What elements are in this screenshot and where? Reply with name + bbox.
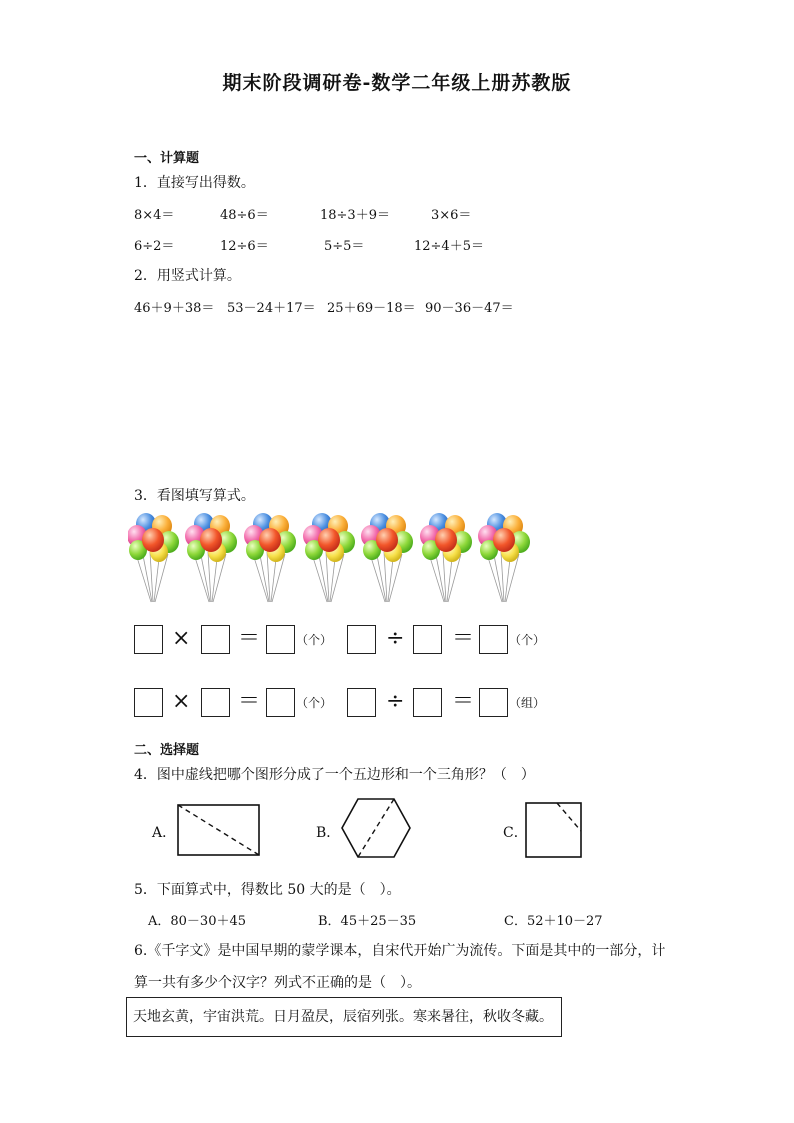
option-a-label[interactable]: A． — [152, 825, 177, 841]
equals-sign: ＝ — [238, 689, 261, 714]
q2-expression: 46＋9＋38＝ — [134, 301, 215, 316]
question-1-prompt: 1．直接写出得数。 — [134, 175, 255, 191]
q1-expression: 6÷2＝ — [134, 239, 175, 254]
square-corner-figure — [524, 801, 584, 859]
option-c-label[interactable]: C． — [503, 825, 528, 841]
page-title: 期末阶段调研卷-数学二年级上册苏教版 — [222, 72, 572, 94]
answer-box[interactable] — [347, 625, 376, 654]
answer-box[interactable] — [479, 625, 508, 654]
answer-box[interactable] — [134, 688, 163, 717]
q1-expression: 12÷4＋5＝ — [414, 239, 484, 254]
times-sign: × — [172, 626, 191, 651]
question-5-prompt: 5．下面算式中，得数比 50 大的是（ ）。 — [134, 882, 401, 898]
answer-box[interactable] — [266, 625, 295, 654]
q1-expression: 3×6＝ — [431, 208, 472, 223]
unit-label: （个） — [509, 633, 546, 647]
q5-option-c[interactable]: C．52＋10－27 — [504, 914, 603, 929]
equals-sign: ＝ — [452, 626, 475, 651]
answer-box[interactable] — [479, 688, 508, 717]
answer-box[interactable] — [201, 625, 230, 654]
divide-sign: ÷ — [386, 689, 405, 714]
answer-box[interactable] — [347, 688, 376, 717]
rectangle-diagonal-figure — [176, 803, 262, 859]
question-6-prompt-line1: 6.《千字文》是中国早期的蒙学课本，自宋代开始广为流传。下面是其中的一部分，计 — [134, 943, 666, 959]
question-2-prompt: 2．用竖式计算。 — [134, 268, 241, 284]
question-6-prompt-line2: 算一共有多少个汉字？列式不正确的是（ ）。 — [134, 975, 421, 991]
q1-expression: 18÷3＋9＝ — [320, 208, 390, 223]
equals-sign: ＝ — [452, 689, 475, 714]
q2-expression: 90－36－47＝ — [425, 301, 514, 316]
balloon-bunches-image — [128, 512, 548, 604]
answer-box[interactable] — [413, 625, 442, 654]
answer-box[interactable] — [266, 688, 295, 717]
q2-expression: 25＋69－18＝ — [327, 301, 416, 316]
q1-expression: 48÷6＝ — [220, 208, 269, 223]
poem-box: 天地玄黄，宇宙洪荒。日月盈昃，辰宿列张。寒来暑往，秋收冬藏。 — [126, 997, 562, 1037]
unit-label: （组） — [509, 696, 546, 710]
answer-box[interactable] — [134, 625, 163, 654]
q2-expression: 53－24＋17＝ — [227, 301, 316, 316]
q1-expression: 5÷5＝ — [324, 239, 365, 254]
times-sign: × — [172, 689, 191, 714]
question-4-prompt: 4．图中虚线把哪个图形分成了一个五边形和一个三角形？（ ） — [134, 767, 535, 783]
q1-expression: 12÷6＝ — [220, 239, 269, 254]
answer-box[interactable] — [201, 688, 230, 717]
q5-option-b[interactable]: B．45＋25－35 — [318, 914, 417, 929]
q5-option-a[interactable]: A．80－30＋45 — [148, 914, 247, 929]
hexagon-figure — [340, 797, 412, 861]
section-heading-choice: 二、选择题 — [134, 743, 200, 758]
answer-box[interactable] — [413, 688, 442, 717]
option-b-label[interactable]: B． — [316, 825, 341, 841]
unit-label: （个） — [296, 696, 333, 710]
q1-expression: 8×4＝ — [134, 208, 175, 223]
unit-label: （个） — [296, 633, 333, 647]
section-heading-calculation: 一、计算题 — [134, 151, 200, 166]
divide-sign: ÷ — [386, 626, 405, 651]
question-3-prompt: 3．看图填写算式。 — [134, 488, 255, 504]
equals-sign: ＝ — [238, 626, 261, 651]
